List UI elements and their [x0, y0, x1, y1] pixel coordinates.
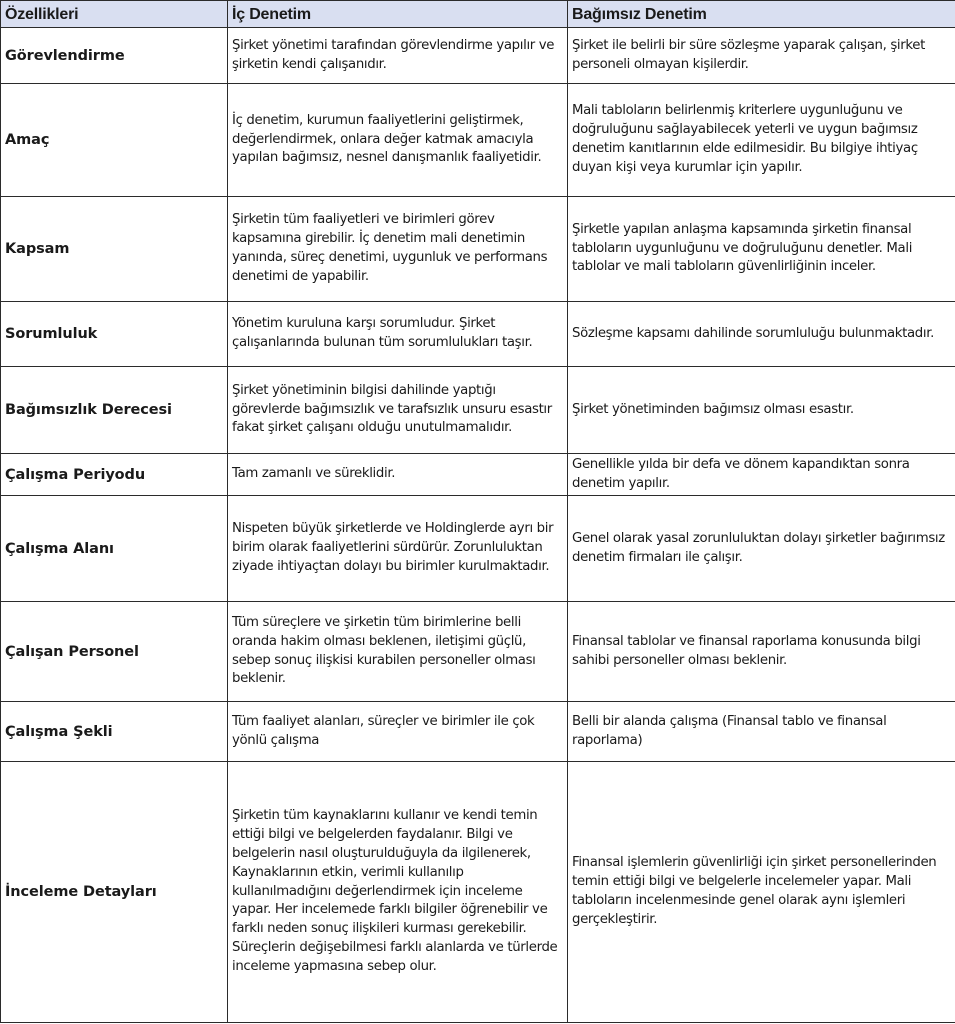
header-features: Özellikleri [1, 1, 228, 28]
table-row [1, 28, 955, 84]
internal-audit-cell: Tam zamanlı ve süreklidir. [228, 454, 568, 496]
internal-audit-cell: Nispeten büyük şirketlerde ve Holdinglerde ayrı bir birim olarak faaliyetlerini sürdürür. Zorunluluktan ziyade ihtiyaçtan dolayı bu birimler kurulmaktadır. [228, 496, 568, 602]
feature-label: Çalışma Alanı [1, 496, 228, 602]
feature-label: Çalışma Şekli [1, 702, 228, 762]
internal-audit-cell: Şirketin tüm kaynaklarını kullanır ve kendi temin ettiği bilgi ve belgelerden faydalanır. Bilgi ve belgelerin nasıl oluşturulduğuyla da ilgilenerek, Kaynaklarının etkin, verimli kullanılıp kullanılmadığını değerlendirmek için inceleme yapar. Her incelemede farklı bilgiler öğrenebilir ve farklı neden sonuç ilişkileri kurması gerekebilir. Süreçlerin değişebilmesi farklı alanlarda ve türlerde inceleme yapmasına sebep olur. [228, 762, 568, 1023]
internal-audit-cell: Şirketin tüm faaliyetleri ve birimleri görev kapsamına girebilir. İç denetim mali denetimin yanında, süreç denetimi, uygunluk ve performans denetimi de yapabilir. [228, 197, 568, 302]
table-row [1, 602, 955, 702]
table-row [1, 702, 955, 762]
internal-audit-cell: Tüm faaliyet alanları, süreçler ve birimler ile çok yönlü çalışma [228, 702, 568, 762]
independent-audit-cell: Belli bir alanda çalışma (Finansal tablo ve finansal raporlama) [568, 702, 955, 762]
independent-audit-cell: Finansal tablolar ve finansal raporlama konusunda bilgi sahibi personeller olması beklenir. [568, 602, 955, 702]
table-row [1, 302, 955, 367]
table-row [1, 197, 955, 302]
feature-label: Sorumluluk [1, 302, 228, 367]
header-independent-audit: Bağımsız Denetim [568, 1, 955, 28]
independent-audit-cell: Şirketle yapılan anlaşma kapsamında şirketin finansal tabloların uygunluğunu ve doğruluğunu denetler. Mali tablolar ve mali tabloların güvenlirliğinin inceler. [568, 197, 955, 302]
independent-audit-cell: Şirket ile belirli bir süre sözleşme yaparak çalışan, şirket personeli olmayan kişilerdir. [568, 28, 955, 84]
independent-audit-cell: Şirket yönetiminden bağımsız olması esastır. [568, 367, 955, 454]
independent-audit-cell: Sözleşme kapsamı dahilinde sorumluluğu bulunmaktadır. [568, 302, 955, 367]
independent-audit-cell: Mali tabloların belirlenmiş kriterlere uygunluğunu ve doğruluğunu sağlayabilecek yeterli ve uygun bağımsız denetim kanıtlarının elde edilmesidir. Bu bilgiye ihtiyaç duyan kişi veya kurumlar için yapılır. [568, 84, 955, 197]
table-header-row [1, 1, 955, 28]
feature-label: Çalışma Periyodu [1, 454, 228, 496]
internal-audit-cell: Tüm süreçlere ve şirketin tüm birimlerine belli oranda hakim olması beklenen, iletişimi güçlü, sebep sonuç ilişkisi kurabilen personeller olması beklenir. [228, 602, 568, 702]
feature-label: Çalışan Personel [1, 602, 228, 702]
table-row [1, 454, 955, 496]
internal-audit-cell: Şirket yönetimi tarafından görevlendirme yapılır ve şirketin kendi çalışanıdır. [228, 28, 568, 84]
internal-audit-cell: İç denetim, kurumun faaliyetlerini geliştirmek, değerlendirmek, onlara değer katmak amacıyla yapılan bağımsız, nesnel danışmanlık faaliyetidir. [228, 84, 568, 197]
independent-audit-cell: Genellikle yılda bir defa ve dönem kapandıktan sonra denetim yapılır. [568, 454, 955, 496]
table-row [1, 367, 955, 454]
independent-audit-cell: Finansal işlemlerin güvenlirliği için şirket personellerinden temin ettiği bilgi ve belgelerle incelemeler yapar. Mali tabloların incelenmesinde genel olarak aynı işlemleri gerçekleştirir. [568, 762, 955, 1023]
table-row [1, 84, 955, 197]
internal-audit-cell: Şirket yönetiminin bilgisi dahilinde yaptığı görevlerde bağımsızlık ve tarafsızlık unsuru esastır fakat şirket çalışanı olduğu unutulmamalıdır. [228, 367, 568, 454]
feature-label: Amaç [1, 84, 228, 197]
feature-label: Bağımsızlık Derecesi [1, 367, 228, 454]
header-internal-audit: İç Denetim [228, 1, 568, 28]
independent-audit-cell: Genel olarak yasal zorunluluktan dolayı şirketler bağırımsız denetim firmaları ile çalışır. [568, 496, 955, 602]
table-row [1, 496, 955, 602]
feature-label: Kapsam [1, 197, 228, 302]
internal-audit-cell: Yönetim kuruluna karşı sorumludur. Şirket çalışanlarında bulunan tüm sorumlulukları taşır. [228, 302, 568, 367]
table-row [1, 762, 955, 1023]
feature-label: Görevlendirme [1, 28, 228, 84]
feature-label: İnceleme Detayları [1, 762, 228, 1023]
